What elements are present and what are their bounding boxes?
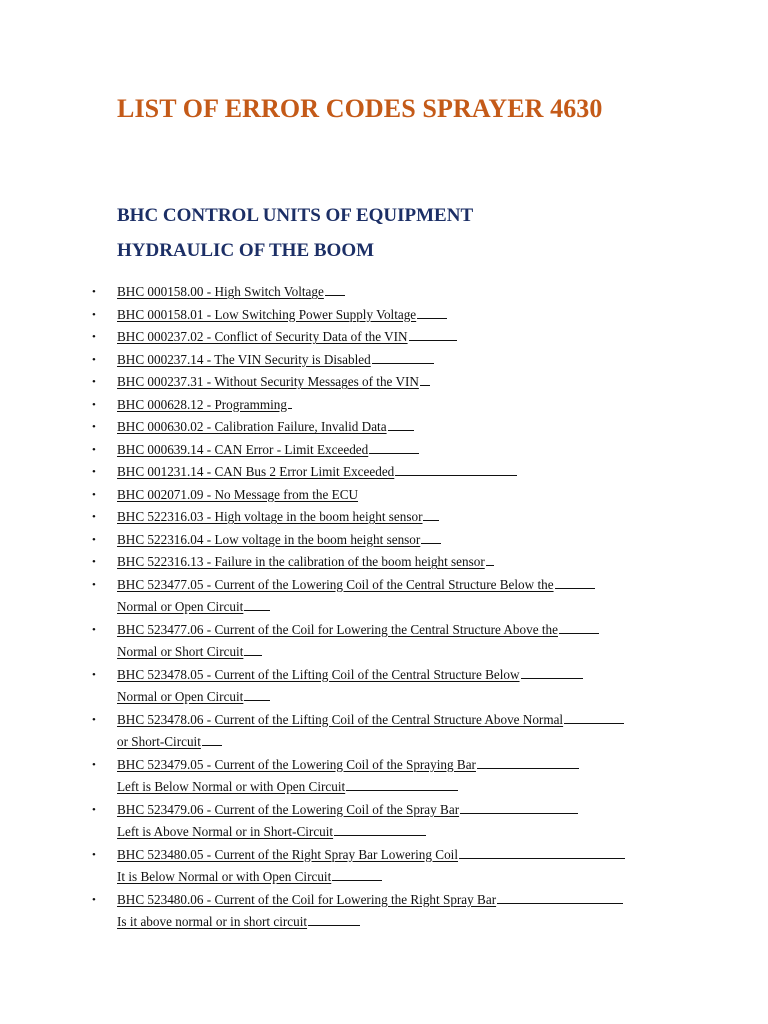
error-code-item [0,304,625,327]
error-code-line [117,371,625,394]
error-code-text: Left is Below Normal or with Open Circuit [117,779,346,794]
underline-fill [244,686,270,701]
error-code-continuation [117,821,625,844]
error-code-item [0,844,625,889]
underline-fill [417,304,447,319]
error-code-text: BHC 522316.13 - Failure in the calibration of the boom height sensor [117,554,485,569]
bullet-icon: • [92,376,96,388]
error-code-line [117,619,625,642]
error-code-line [117,551,625,574]
bullet-icon: • [92,511,96,523]
bullet-icon: • [92,421,96,433]
error-code-line [117,326,625,349]
error-code-item [0,281,625,304]
underline-fill [486,551,494,566]
underline-fill [409,326,457,341]
error-code-item [0,349,625,372]
error-code-item [0,619,625,664]
bullet-icon: • [92,893,96,906]
bullet-icon: • [92,353,96,366]
error-code-line [117,529,625,552]
underline-fill [372,349,434,364]
bullet-icon: • [92,466,96,478]
error-code-text: BHC 523480.05 - Current of the Right Spray Bar Lowering Coil [117,846,459,862]
error-code-item [0,754,625,799]
error-code-text: Is it above normal or in short circuit [117,914,308,929]
bullet-icon: • [92,713,96,726]
error-code-item [0,889,625,934]
underline-fill [346,776,458,791]
error-code-line [117,439,625,462]
error-code-item [0,506,625,529]
error-code-text: BHC 523479.05 - Current of the Lowering Coil of the Spraying Bar [117,756,476,772]
error-code-text: BHC 000630.02 - Calibration Failure, Invalid Data [117,419,387,434]
error-code-text: BHC 000628.12 - Programming [117,396,287,412]
error-code-item [0,664,625,709]
error-code-line [117,416,625,439]
bullet-icon: • [92,331,96,343]
bullet-icon: • [92,533,96,546]
error-code-line [117,574,625,597]
underline-fill [555,574,595,589]
underline-fill [421,529,441,544]
error-code-text: BHC 523478.05 - Current of the Lifting Coil of the Central Structure Below [117,666,520,682]
bullet-icon: • [92,443,96,456]
underline-fill [477,754,579,769]
underline-fill [497,889,623,904]
error-code-line [117,304,625,327]
error-code-line [117,754,625,777]
bullet-icon: • [92,578,96,591]
error-code-line [117,844,625,867]
error-code-item [0,551,625,574]
error-code-text: BHC 523477.06 - Current of the Coil for Lowering the Central Structure Above the [117,621,558,637]
error-code-item [0,461,625,484]
error-code-text: BHC 002071.09 - No Message from the ECU [117,486,359,502]
error-code-line [117,281,625,304]
underline-fill [369,439,419,454]
underline-fill [288,394,292,409]
error-code-item [0,371,625,394]
bullet-icon: • [92,758,96,771]
section-heading: BHC CONTROL UNITS OF EQUIPMENT [117,205,474,226]
error-code-text: BHC 000158.01 - Low Switching Power Supply Voltage [117,306,417,322]
bullet-icon: • [92,623,96,636]
error-code-text: Normal or Open Circuit [117,689,244,704]
underline-fill [202,731,222,746]
underline-fill [395,461,517,476]
section-subheading: HYDRAULIC OF THE BOOM [117,240,375,261]
error-code-line [117,799,625,822]
error-code-text: Normal or Open Circuit [117,599,244,614]
document-title: LIST OF ERROR CODES SPRAYER 4630 [117,94,603,123]
underline-fill [459,844,625,859]
bullet-icon: • [92,668,96,681]
underline-fill [325,281,345,296]
error-code-text: Normal or Short Circuit [117,644,244,659]
error-code-continuation [117,686,625,709]
underline-fill [334,821,426,836]
error-code-line [117,484,625,507]
error-code-text: BHC 523478.06 - Current of the Lifting Coil of the Central Structure Above Normal [117,711,564,727]
error-code-continuation [117,641,625,664]
error-code-continuation [117,911,625,934]
error-code-line [117,889,625,912]
error-code-line [117,664,625,687]
error-code-line [117,461,625,484]
error-code-text: It is Below Normal or with Open Circuit [117,869,332,884]
error-code-list [0,281,625,934]
bullet-icon: • [92,308,96,321]
error-code-continuation [117,866,625,889]
error-code-text: BHC 522316.04 - Low voltage in the boom height sensor [117,531,421,547]
error-code-item [0,439,625,462]
error-code-item [0,709,625,754]
underline-fill [244,596,270,611]
error-code-item [0,394,625,417]
bullet-icon: • [92,488,96,501]
error-code-line [117,709,625,732]
underline-fill [423,506,439,521]
bullet-icon: • [92,848,96,861]
error-code-text: BHC 000237.31 - Without Security Messages of the VIN [117,374,419,389]
error-code-continuation [117,596,625,619]
error-code-text: BHC 522316.03 - High voltage in the boom height sensor [117,509,423,524]
error-code-text: BHC 000237.14 - The VIN Security is Disabled [117,351,371,367]
underline-fill [244,641,262,656]
error-code-item [0,326,625,349]
underline-fill [559,619,599,634]
error-code-continuation [117,776,625,799]
error-code-text: BHC 000237.02 - Conflict of Security Data of the VIN [117,329,408,344]
bullet-icon: • [92,286,96,298]
error-code-item [0,799,625,844]
error-code-continuation [117,731,625,754]
error-code-item [0,416,625,439]
error-code-item [0,574,625,619]
underline-fill [564,709,624,724]
error-code-text: BHC 523477.05 - Current of the Lowering Coil of the Central Structure Below the [117,576,554,592]
error-code-line [117,349,625,372]
bullet-icon: • [92,556,96,568]
underline-fill [460,799,578,814]
error-code-text: Left is Above Normal or in Short-Circuit [117,824,334,839]
underline-fill [308,911,360,926]
underline-fill [420,371,430,386]
error-code-text: BHC 001231.14 - CAN Bus 2 Error Limit Exceeded [117,464,395,479]
error-code-text: BHC 000158.00 - High Switch Voltage [117,284,324,299]
bullet-icon: • [92,398,96,411]
error-code-text: BHC 000639.14 - CAN Error - Limit Exceeded [117,441,369,457]
error-code-item [0,484,625,507]
error-code-text: BHC 523479.06 - Current of the Lowering Coil of the Spray Bar [117,801,460,817]
error-code-line [117,394,625,417]
bullet-icon: • [92,803,96,816]
error-code-item [0,529,625,552]
error-code-line [117,506,625,529]
underline-fill [521,664,583,679]
underline-fill [388,416,414,431]
underline-fill [332,866,382,881]
error-code-text: or Short-Circuit [117,734,201,749]
error-code-text: BHC 523480.06 - Current of the Coil for Lowering the Right Spray Bar [117,891,497,907]
